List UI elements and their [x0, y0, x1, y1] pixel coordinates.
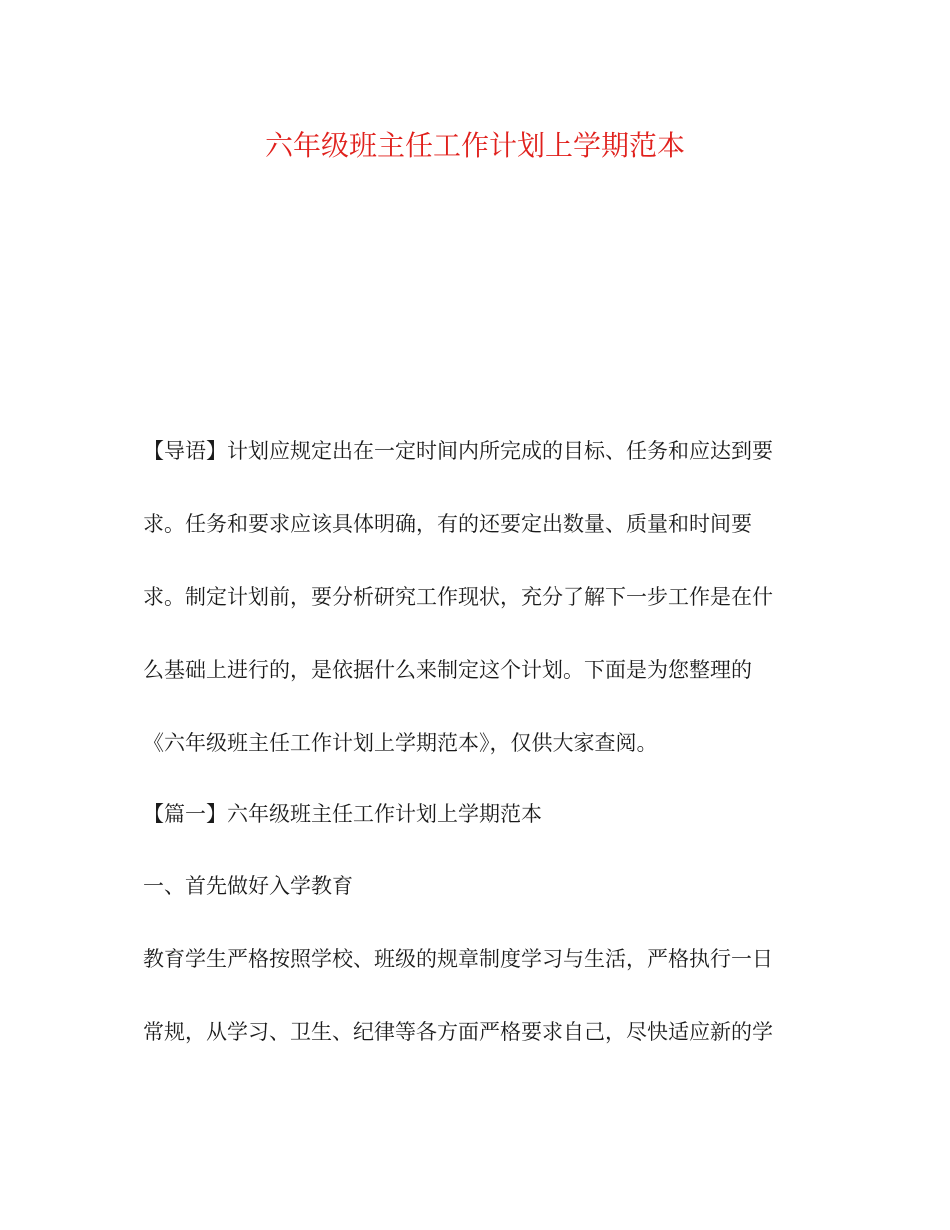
intro-line-4: 么基础上进行的，是依据什么来制定这个计划。下面是为您整理的	[143, 658, 752, 682]
document-title: 六年级班主任工作计划上学期范本	[264, 129, 685, 162]
intro-line-2: 求。任务和要求应该具体明确，有的还要定出数量、质量和时间要	[143, 512, 752, 536]
intro-line-3: 求。制定计划前，要分析研究工作现状，充分了解下一步工作是在什	[143, 585, 773, 609]
intro-line-1: 【导语】计划应规定出在一定时间内所完成的目标、任务和应达到要	[143, 439, 773, 463]
body-line-1: 教育学生严格按照学校、班级的规章制度学习与生活，严格执行一日	[143, 947, 773, 971]
intro-line-5: 《六年级班主任工作计划上学期范本》，仅供大家查阅。	[143, 731, 658, 755]
body-line-2: 常规，从学习、卫生、纪律等各方面严格要求自己，尽快适应新的学	[143, 1020, 773, 1044]
subsection-heading: 一、首先做好入学教育	[143, 874, 353, 898]
section-heading: 【篇一】六年级班主任工作计划上学期范本	[143, 802, 542, 826]
